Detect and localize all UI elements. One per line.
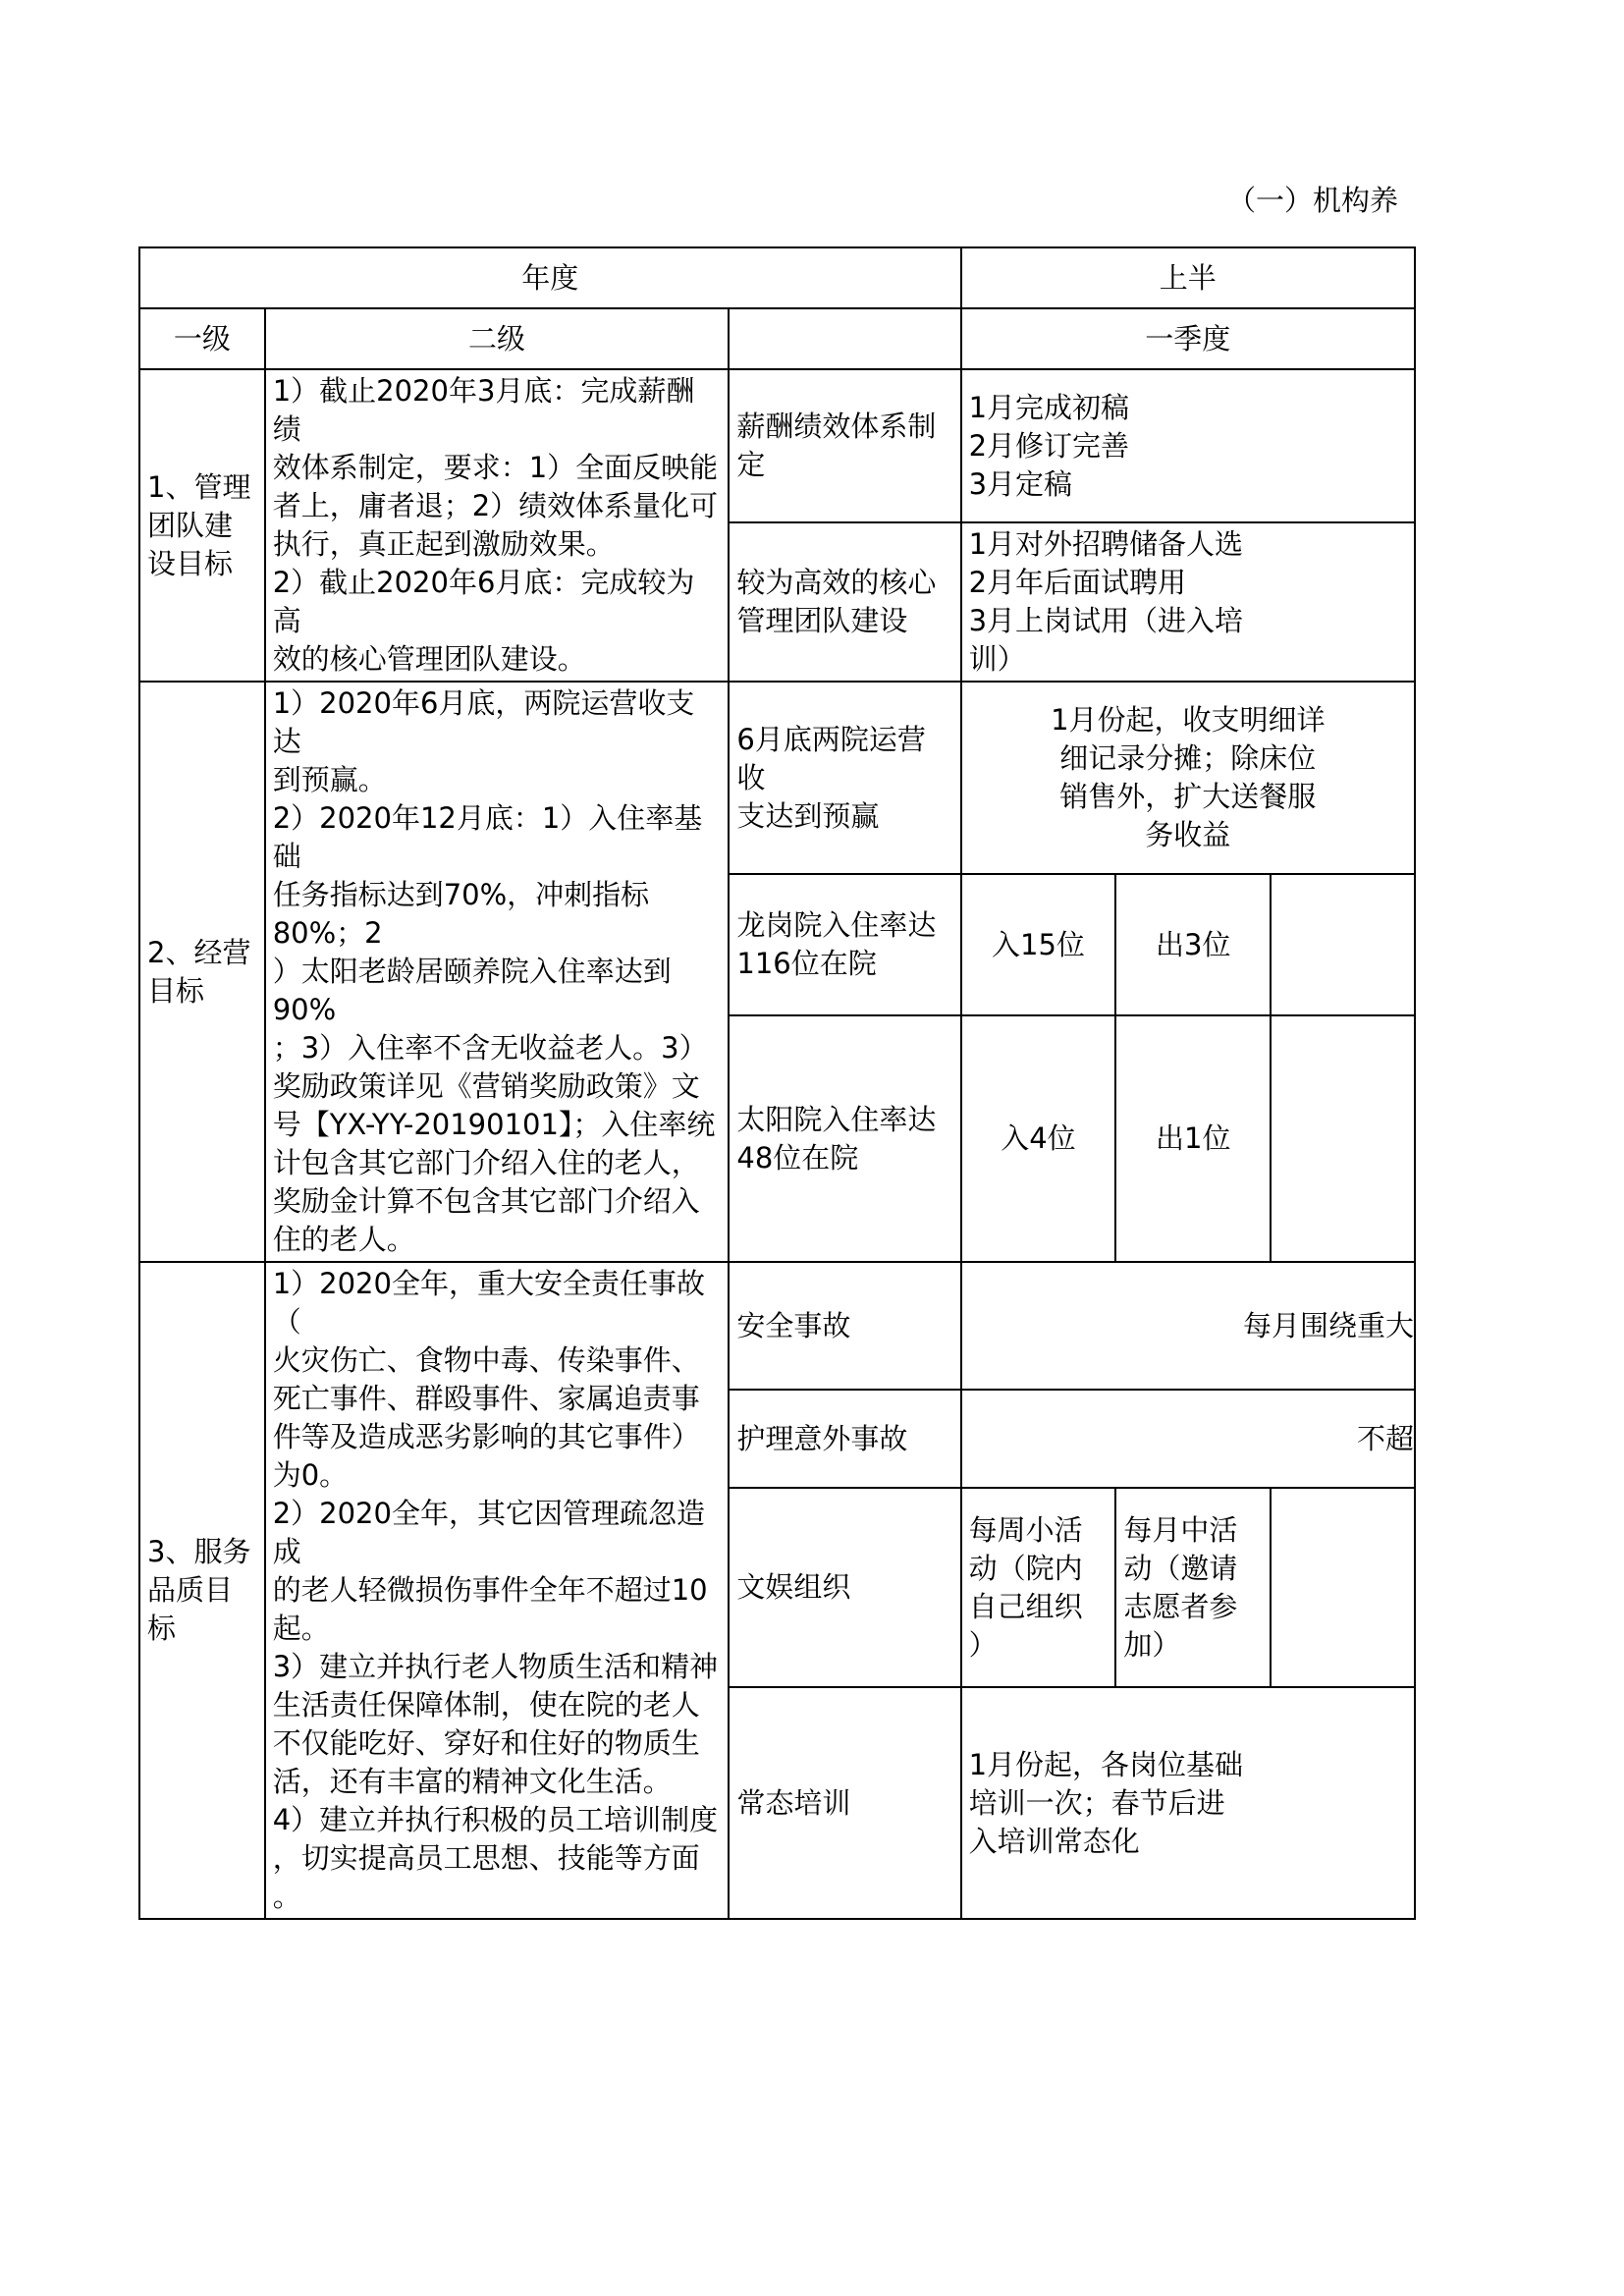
mgmt-level2: 1）截止2020年3月底：完成薪酬绩 效体系制定，要求：1）全面反映能 者上，庸者退；2）绩效体系量化可 执行，真正起到激励效果。 2）截止2020年6月底：完成较为高 效的核心管理团队建设。 <box>265 369 730 682</box>
service-level2: 1）2020全年，重大安全责任事故（ 火灾伤亡、食物中毒、传染事件、 死亡事件、群殴事件、家属追责事 件等及造成恶劣影响的其它事件） 为0。 2）2020全年，其它因管理疏忽造成 的老人轻微损伤事件全年不超过10 起。 3）建立并执行老人物质生活和精神 生活责任保障体制，使在院的老人 不仅能吃好、穿好和住好的物质生 活，还有丰富的精神文化生活。 4）建立并执行积极的员工培训制度 ，切实提高员工思想、技能等方面 。 <box>265 1262 730 1919</box>
service-item-recreation: 文娱组织 <box>729 1488 960 1687</box>
ops-longgang-extra <box>1271 874 1415 1015</box>
ops-longgang-in: 入15位 <box>961 874 1116 1015</box>
service-monthly-activity: 每月中活 动（邀请 志愿者参 加） <box>1115 1488 1271 1687</box>
mgmt-item-core-team: 较为高效的核心 管理团队建设 <box>729 522 960 682</box>
mgmt-salary-q1: 1月完成初稿 2月修订完善 3月定稿 <box>961 369 1415 522</box>
service-nursing-q1: 不超 <box>961 1390 1415 1488</box>
ops-longgang-out: 出3位 <box>1115 874 1271 1015</box>
plan-table <box>138 246 1416 1920</box>
ops-item-longgang: 龙岗院入住率达 116位在院 <box>729 874 960 1015</box>
service-level1: 3、服务品质目标 <box>139 1262 265 1919</box>
ops-breakeven-q1: 1月份起，收支明细详 细记录分摊；除床位 销售外，扩大送餐服 务收益 <box>961 682 1415 874</box>
half-year-header: 上半 <box>961 247 1415 308</box>
mgmt-level1: 1、管理团队建设目标 <box>139 369 265 682</box>
year-header: 年度 <box>139 247 961 308</box>
ops-taiyang-out: 出1位 <box>1115 1015 1271 1262</box>
ops-level2: 1）2020年6月底，两院运营收支达 到预赢。 2）2020年12月底：1）入住率基础 任务指标达到70%，冲刺指标80%；2 ）太阳老龄居颐养院入住率达到90% ；3）入住率不含无收益老人。3） 奖励政策详见《营销奖励政策》文 号【YX-YY-20190101】；入住率统 计包含其它部门介绍入住的老人， 奖励金计算不包含其它部门介绍入 住的老人。 <box>265 682 730 1262</box>
item-header <box>729 308 960 369</box>
ops-taiyang-extra <box>1271 1015 1415 1262</box>
service-item-safety: 安全事故 <box>729 1262 960 1390</box>
mgmt-core-team-q1: 1月对外招聘储备人选 2月年后面试聘用 3月上岗试用（进入培 训） <box>961 522 1415 682</box>
service-item-training: 常态培训 <box>729 1687 960 1919</box>
service-recreation-extra <box>1271 1488 1415 1687</box>
sheet-title: （一）机构养 <box>1227 184 1399 217</box>
service-training-q1: 1月份起，各岗位基础 培训一次；春节后进 入培训常态化 <box>961 1687 1415 1919</box>
level2-header: 二级 <box>265 308 730 369</box>
service-weekly-activity: 每周小活 动（院内 自己组织 ） <box>961 1488 1116 1687</box>
level1-header: 一级 <box>139 308 265 369</box>
mgmt-item-salary: 薪酬绩效体系制定 <box>729 369 960 522</box>
ops-level1: 2、经营目标 <box>139 682 265 1262</box>
ops-taiyang-in: 入4位 <box>961 1015 1116 1262</box>
service-item-nursing: 护理意外事故 <box>729 1390 960 1488</box>
ops-item-breakeven: 6月底两院运营收 支达到预赢 <box>729 682 960 874</box>
ops-item-taiyang: 太阳院入住率达 48位在院 <box>729 1015 960 1262</box>
q1-header: 一季度 <box>961 308 1415 369</box>
service-safety-q1: 每月围绕重大 <box>961 1262 1415 1390</box>
